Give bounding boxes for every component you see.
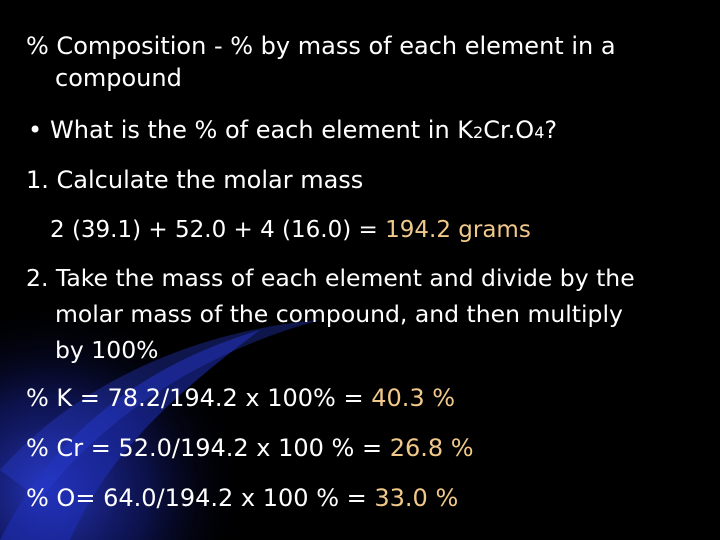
result-chromium <box>26 432 474 464</box>
result-potassium <box>26 382 455 414</box>
result-expression: % Cr = 52.0/194.2 x 100 % = <box>26 434 390 462</box>
subscript-4: 4 <box>534 123 545 142</box>
step1-heading: 1. Calculate the molar mass <box>26 166 364 194</box>
step2-line-3: by 100% <box>55 336 159 364</box>
question-mid: Cr.O <box>483 116 535 144</box>
result-expression: % O= 64.0/194.2 x 100 % = <box>26 484 375 512</box>
molar-mass-result: 194.2 grams <box>385 217 531 243</box>
step2-line-2: molar mass of the compound, and then multiply <box>55 300 623 328</box>
slide-title-line-2: compound <box>55 64 182 92</box>
result-expression: % K = 78.2/194.2 x 100% = <box>26 384 372 412</box>
question-suffix: ? <box>544 116 558 144</box>
result-oxygen <box>26 482 458 514</box>
question-bullet <box>28 114 557 149</box>
slide-title-line-1: % Composition - % by mass of each element in a <box>26 32 616 60</box>
result-value: 40.3 % <box>371 384 456 412</box>
molar-mass-expression: 2 (39.1) + 52.0 + 4 (16.0) = <box>50 217 386 243</box>
step2-line-1: 2. Take the mass of each element and divide by the <box>26 264 635 292</box>
result-value: 26.8 % <box>389 434 474 462</box>
question-prefix: What is the % of each element in K <box>50 116 474 144</box>
molar-mass-calc <box>50 214 531 246</box>
subscript-2: 2 <box>473 123 484 142</box>
bullet-dot-icon: • <box>28 116 43 144</box>
result-value: 33.0 % <box>374 484 459 512</box>
